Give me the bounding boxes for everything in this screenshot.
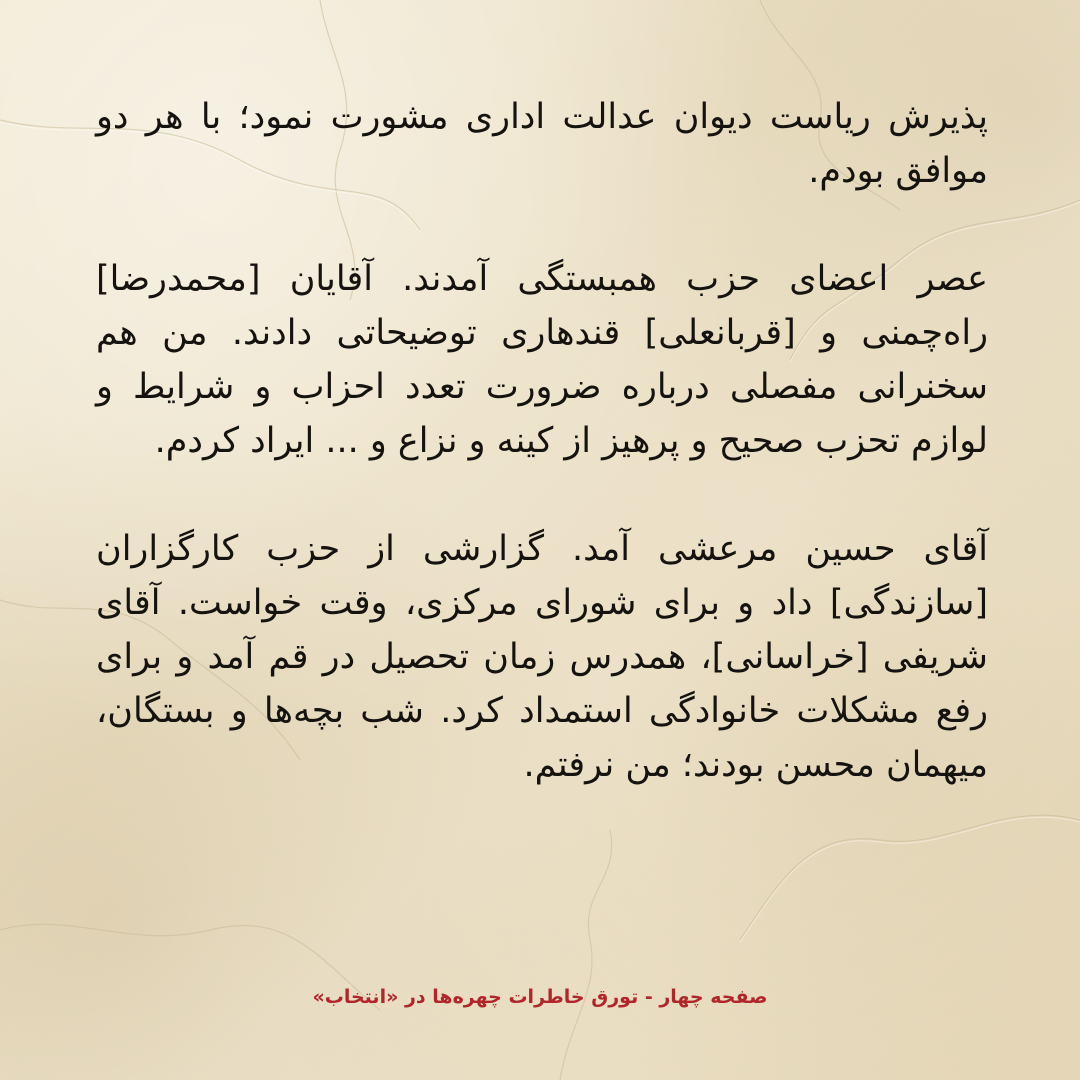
memoir-text xyxy=(96,90,988,792)
paragraph-visitors: آقای حسین مرعشی آمد. گزارشی از حزب کارگزاران [سازندگی] داد و برای شورای مرکزی، وقت خواست. آقای شریفی [خراسانی]، همدرس زمان تحصیل در قم آمد و برای رفع مشکلات خانوادگی استمداد کرد. شب بچه‌ها و بستگان، میهمان محسن بودند؛ من نرفتم. xyxy=(96,529,988,785)
paragraph-party-meeting: عصر اعضای حزب همبستگی آمدند. آقایان [محمدرضا] راه‌چمنی و [قربانعلی] قندهاری توضیحاتی دادند. من هم سخنرانی مفصلی درباره ضرورت تعدد احزاب و شرایط و لوازم تحزب صحیح و پرهیز از کینه و نزاع و ... ایراد کردم. xyxy=(96,259,988,461)
paragraph-advice: پذیرش ریاست دیوان عدالت اداری مشورت نمود؛ با هر دو موافق بودم. xyxy=(96,97,988,191)
source-caption: صفحه چهار - تورق خاطرات چهره‌ها در «انتخاب» xyxy=(312,986,768,1008)
